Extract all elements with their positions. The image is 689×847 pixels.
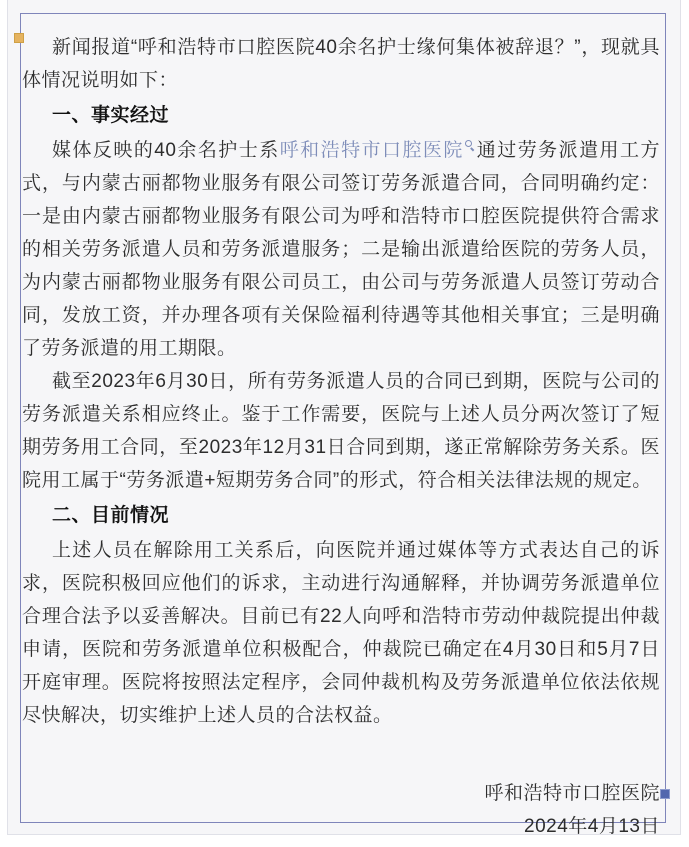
search-icon[interactable] bbox=[465, 140, 474, 149]
paragraph bbox=[22, 134, 660, 365]
entity-link-hospital[interactable]: 呼和浩特市口腔医院 bbox=[279, 140, 464, 161]
text-segment: 通过劳务派遣用工方式，与内蒙古丽都物业服务有限公司签订劳务派遣合同，合同明确约定：一是由内蒙古丽都物业服务有限公司为呼和浩特市口腔医院提供符合需求的相关劳务派遣人员和劳务派遣服务；二是输出派遣给医院的劳务人员，为内蒙古丽都物业服务有限公司员工，由公司与劳务派遣人员签订劳动合同，发放工资，并办理各项有关保险福利待遇等其他相关事宜；三是明确了劳务派遣的用工期限。 bbox=[22, 140, 660, 359]
text-segment: 一、事实经过 bbox=[52, 105, 170, 126]
signature-date: 2024年4月13日 bbox=[524, 816, 660, 837]
signature-org: 呼和浩特市口腔医院 bbox=[484, 783, 660, 804]
section-heading bbox=[22, 499, 660, 532]
text-segment: 二、目前情况 bbox=[52, 505, 170, 526]
document-body bbox=[22, 31, 660, 843]
selection-handle-bottom-right[interactable] bbox=[660, 789, 670, 799]
paragraph bbox=[22, 365, 660, 497]
selection-handle-top-left[interactable] bbox=[14, 33, 24, 43]
text-segment: 上述人员在解除用工关系后，向医院并通过媒体等方式表达自己的诉求，医院积极回应他们的诉求，主动进行沟通解释，并协调劳务派遣单位合理合法予以妥善解决。目前已有22人向呼和浩特市劳动仲裁院提出仲裁申请，医院和劳务派遣单位积极配合，仲裁院已确定在4月30日和5月7日开庭审理。医院将按照法定程序，会同仲裁机构及劳务派遣单位依法依规尽快解决，切实维护上述人员的合法权益。 bbox=[22, 540, 660, 726]
paragraph bbox=[22, 534, 660, 732]
paragraph bbox=[22, 31, 660, 97]
text-segment: 媒体反映的40余名护士系 bbox=[52, 140, 280, 161]
section-heading bbox=[22, 99, 660, 132]
signature-block bbox=[22, 777, 660, 843]
text-segment: 截至2023年6月30日，所有劳务派遣人员的合同已到期，医院与公司的劳务派遣关系相应终止。鉴于工作需要，医院与上述人员分两次签订了短期劳务用工合同，至2023年12月31日合同到期，遂正常解除劳务关系。医院用工属于“劳务派遣+短期劳务合同”的形式，符合相关法律法规的规定。 bbox=[22, 371, 660, 491]
text-segment: 新闻报道“呼和浩特市口腔医院40余名护士缘何集体被辞退？”，现就具体情况说明如下： bbox=[22, 37, 660, 91]
